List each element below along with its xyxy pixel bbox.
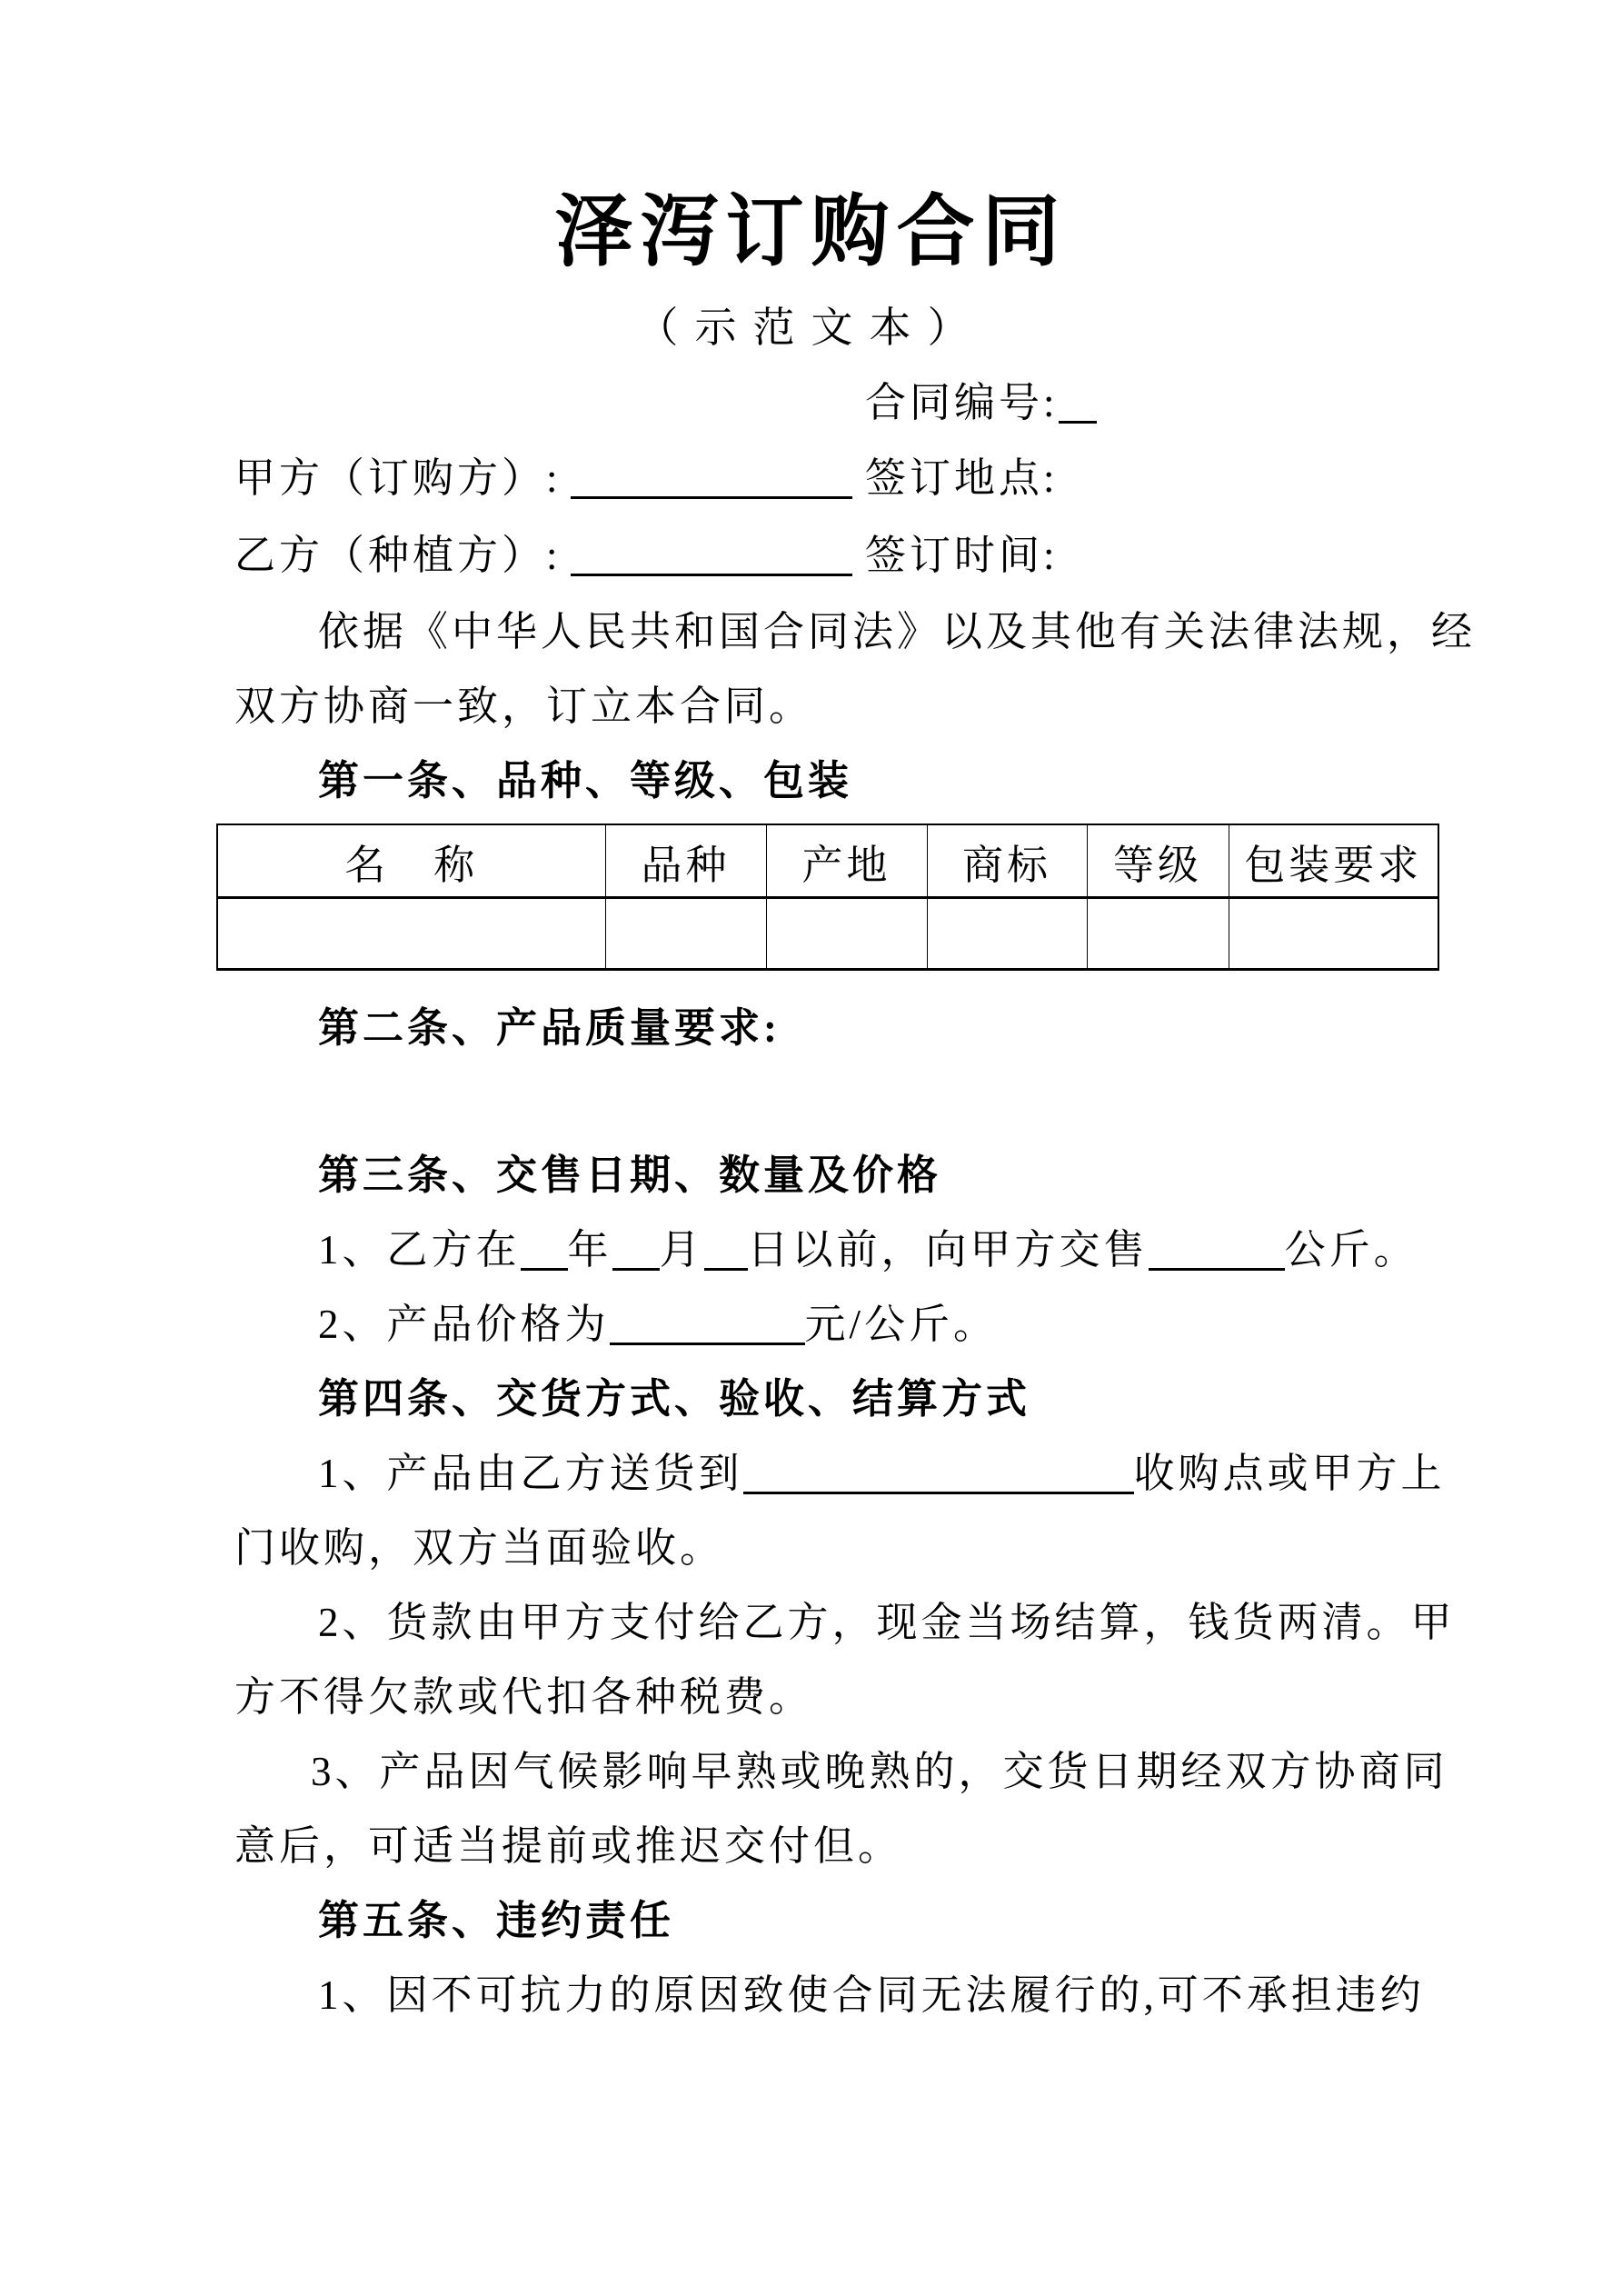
contract-number-blank[interactable] xyxy=(1059,375,1097,424)
goods-table-empty-row xyxy=(217,898,1438,970)
article3-item2-seg1: 2、产品价格为 xyxy=(318,1302,610,1347)
col-header-trademark: 商标 xyxy=(927,824,1087,898)
sign-place-label: 签订地点: xyxy=(865,455,1059,501)
article3-item1-seg1: 1、乙方在 xyxy=(318,1227,521,1273)
party-b-label: 乙方（种植方）: xyxy=(234,533,562,578)
article5-item1-line1: 1、因不可抗力的原因致使合同无法履行的,可不承担违约 xyxy=(318,1972,1425,2018)
col-header-grade: 等级 xyxy=(1087,824,1229,898)
article2-heading: 第二条、产品质量要求: xyxy=(318,1005,781,1051)
month-blank[interactable] xyxy=(612,1223,660,1271)
article4-item3-line1: 3、产品因气候影响早熟或晚熟的，交货日期经双方协商同 xyxy=(311,1749,1448,1794)
party-b-line xyxy=(234,517,1490,594)
document-title: 泽泻订购合同 xyxy=(554,188,1068,275)
article4-item2-line2: 方不得欠款或代扣各种税费。 xyxy=(234,1674,814,1720)
article4-heading: 第四条、交货方式、验收、结算方式 xyxy=(318,1376,1031,1422)
goods-table-header-row xyxy=(217,824,1438,898)
article3-item1 xyxy=(234,1213,1490,1287)
blank-line xyxy=(234,1065,1490,1138)
article3-item1-seg5: 公斤。 xyxy=(1284,1227,1418,1273)
contract-number-line xyxy=(234,365,1490,440)
goods-table xyxy=(216,824,1439,971)
article4-item1-line2: 门收购，双方当面验收。 xyxy=(234,1525,725,1571)
col-header-origin: 产地 xyxy=(766,824,927,898)
cell-packaging[interactable] xyxy=(1229,898,1438,970)
col-header-variety: 品种 xyxy=(605,824,766,898)
article4-item3-line2: 意后，可适当提前或推迟交付但。 xyxy=(234,1823,903,1869)
document-body xyxy=(0,365,1622,2032)
article5-heading: 第五条、违约责任 xyxy=(318,1898,675,1943)
article3-item2-seg2: 元/公斤。 xyxy=(804,1302,999,1347)
sign-time-label: 签订时间: xyxy=(865,533,1059,578)
cell-grade[interactable] xyxy=(1087,898,1229,970)
party-b-name-blank[interactable] xyxy=(571,528,852,576)
contract-number-label: 合同编号: xyxy=(865,380,1059,425)
article3-item1-seg2: 年 xyxy=(567,1227,612,1273)
intro-paragraph-line2: 双方协商一致，订立本合同。 xyxy=(234,684,814,729)
quantity-kg-blank[interactable] xyxy=(1149,1223,1285,1271)
cell-variety[interactable] xyxy=(605,898,766,970)
intro-paragraph-line1: 依据《中华人民共和国合同法》以及其他有关法律法规，经 xyxy=(318,609,1477,654)
article3-item1-seg4: 日以前，向甲方交售 xyxy=(747,1227,1149,1273)
delivery-location-blank[interactable] xyxy=(743,1446,1134,1494)
article4-item1-seg2: 收购点或甲方上 xyxy=(1133,1451,1446,1496)
article3-item2 xyxy=(234,1287,1490,1362)
cell-origin[interactable] xyxy=(766,898,927,970)
col-header-name: 名 称 xyxy=(217,824,605,898)
cell-trademark[interactable] xyxy=(927,898,1087,970)
cell-name[interactable] xyxy=(217,898,605,970)
article1-heading: 第一条、品种、等级、包装 xyxy=(318,758,853,804)
article4-item1-seg1: 1、产品由乙方送货到 xyxy=(318,1451,743,1496)
col-header-packaging: 包装要求 xyxy=(1229,824,1438,898)
party-a-label: 甲方（订购方）: xyxy=(234,455,562,501)
price-blank[interactable] xyxy=(610,1297,805,1345)
day-blank[interactable] xyxy=(704,1223,748,1271)
party-a-line xyxy=(234,440,1490,517)
article3-heading: 第三条、交售日期、数量及价格 xyxy=(318,1153,942,1198)
article4-item2-line1: 2、货款由甲方支付给乙方，现金当场结算，钱货两清。甲 xyxy=(318,1600,1456,1645)
party-a-name-blank[interactable] xyxy=(571,451,852,499)
article3-item1-seg3: 月 xyxy=(659,1227,704,1273)
year-blank[interactable] xyxy=(521,1223,568,1271)
article4-item1-line1 xyxy=(234,1436,1490,1511)
document-subtitle: （示范文本） xyxy=(636,304,986,351)
